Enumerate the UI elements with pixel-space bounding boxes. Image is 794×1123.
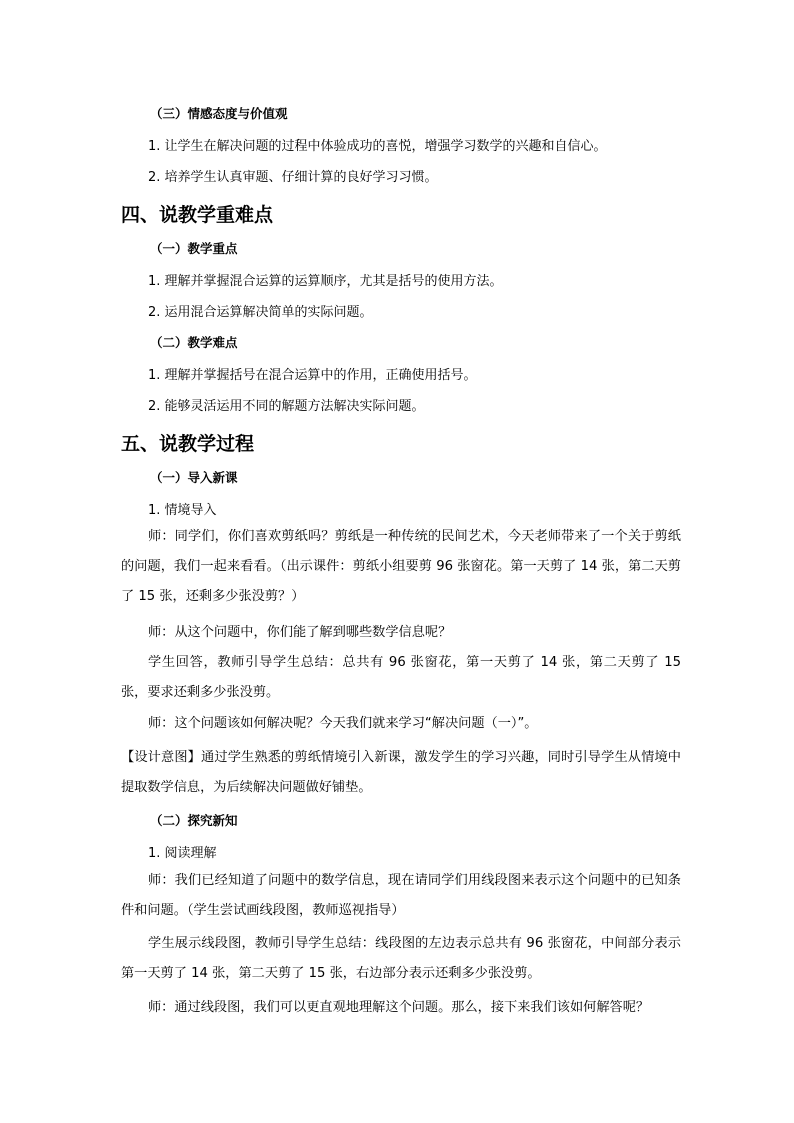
paragraph: 师：从这个问题中，你们能了解到哪些数学信息呢？ <box>148 625 452 640</box>
list-item: 2. 运用混合运算解决简单的实际问题。 <box>148 305 373 320</box>
paragraph: 师：同学们，你们喜欢剪纸吗？剪纸是一种传统的民间艺术，今天老师带来了一个关于剪纸的问题，我们一起来看看。（出示课件：剪纸小组要剪 96 张窗花。第一天剪了 14 张，第二天剪了 15 张，还剩多少张没剪？） <box>121 529 681 604</box>
paragraph: 师：我们已经知道了问题中的数学信息，现在请同学们用线段图来表示这个问题中的已知条件和问题。（学生尝试画线段图，教师巡视指导） <box>121 873 681 918</box>
design-intent-paragraph: 【设计意图】通过学生熟悉的剪纸情境引入新课，激发学生的学习兴趣，同时引导学生从情境中提取数学信息，为后续解决问题做好铺垫。 <box>121 750 681 795</box>
paragraph: 学生展示线段图，教师引导学生总结：线段图的左边表示总共有 96 张窗花，中间部分表示第一天剪了 14 张，第二天剪了 15 张，右边部分表示还剩多少张没剪。 <box>121 936 681 981</box>
heading-key-difficult-points: 四、说教学重难点 <box>121 204 274 226</box>
list-item: 1. 理解并掌握括号在混合运算中的作用，正确使用括号。 <box>148 368 477 383</box>
list-item: 1. 阅读理解 <box>148 846 217 861</box>
list-item: 1. 理解并掌握混合运算的运算顺序，尤其是括号的使用方法。 <box>148 274 503 289</box>
subheading-emotion-values: （三）情感态度与价值观 <box>150 106 288 121</box>
paragraph: 学生回答，教师引导学生总结：总共有 96 张窗花，第一天剪了 14 张，第二天剪了 15 张，要求还剩多少张没剪。 <box>121 655 681 700</box>
subheading-introduction: （一）导入新课 <box>150 470 238 485</box>
list-item: 2. 培养学生认真审题、仔细计算的良好学习习惯。 <box>148 170 438 185</box>
paragraph: 师：通过线段图，我们可以更直观地理解这个问题。那么，接下来我们该如何解答呢？ <box>148 1000 650 1015</box>
list-item: 2. 能够灵活运用不同的解题方法解决实际问题。 <box>148 399 425 414</box>
paragraph: 师：这个问题该如何解决呢？今天我们就来学习“解决问题（一）”。 <box>148 716 538 731</box>
heading-teaching-process: 五、说教学过程 <box>121 433 255 455</box>
subheading-difficult-points: （二）教学难点 <box>150 335 238 350</box>
subheading-key-points: （一）教学重点 <box>150 241 238 256</box>
subheading-explore: （二）探究新知 <box>150 813 238 828</box>
list-item: 1. 让学生在解决问题的过程中体验成功的喜悦，增强学习数学的兴趣和自信心。 <box>148 139 607 154</box>
list-item: 1. 情境导入 <box>148 503 217 518</box>
